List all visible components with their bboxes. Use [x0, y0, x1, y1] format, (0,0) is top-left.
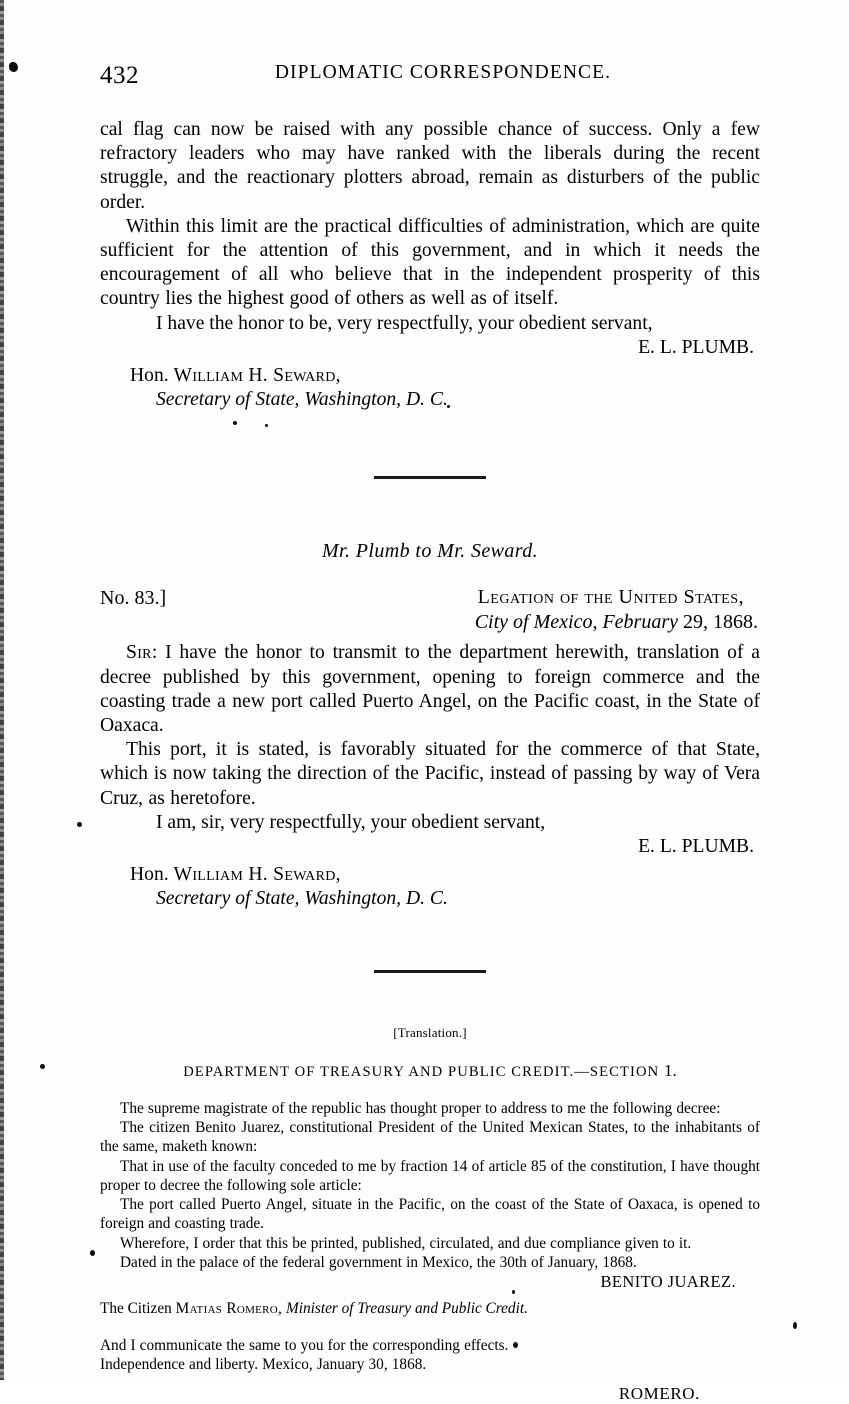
- addressee-honorific: Hon.: [130, 365, 174, 387]
- paragraph: That in use of the faculty conceded to me by fraction 14 of article 85 of the constitution, I have thought proper to decree the following sole article:: [100, 1157, 760, 1194]
- running-head: [100, 62, 760, 118]
- transmittal-note: [100, 1336, 760, 1375]
- horizontal-rule: [374, 970, 486, 973]
- legation-line: Legation of the United States,: [477, 586, 744, 609]
- addressee-office: Secretary of State, Washington, D. C.: [156, 888, 448, 910]
- paragraph: And I communicate the same to you for the corresponding effects.: [100, 1336, 509, 1354]
- paragraph: Within this limit are the practical difficulties of administration, which are quite sufficient for the attention of this government, and in which it needs the encouragement of all who believe that in the independent prosperity of this country lies the highest good of others as well as of itself.: [100, 215, 760, 310]
- ink-speck: [40, 1064, 45, 1069]
- city-date-plain: 29, 1868.: [678, 611, 758, 634]
- paragraph: Dated in the palace of the federal government in Mexico, the 30th of January, 1868.: [120, 1254, 637, 1272]
- citizen-name: Matias Romero,: [175, 1300, 283, 1318]
- letter-two-signature: E. L. PLUMB.: [638, 836, 754, 858]
- letter-two-addressee: [100, 863, 760, 911]
- department-heading-text: DEPARTMENT OF TREASURY AND PUBLIC CREDIT.—SECTION: [183, 1063, 660, 1080]
- citizen-title: Minister of Treasury and Public Credit.: [282, 1300, 528, 1318]
- letter-one-addressee: [100, 364, 760, 412]
- city-date-italic: City of Mexico, February: [474, 611, 678, 634]
- decree-body: [100, 1099, 760, 1273]
- letter-two-dateline-row: [100, 585, 760, 635]
- addressee-name: William H. Seward,: [173, 864, 341, 886]
- section-divider: [100, 466, 760, 484]
- paragraph: The citizen Benito Juarez, constitutional President of the United Mexican States, to the inhabitants of the same, maketh known:: [100, 1118, 760, 1156]
- section-divider: [100, 960, 760, 978]
- paragraph: The port called Puerto Angel, situate in the Pacific, on the coast of the State of Oaxaca, is opened to foreign and coasting trade.: [100, 1196, 760, 1233]
- city-date-line: [100, 610, 758, 635]
- running-head-title: DIPLOMATIC CORRESPONDENCE.: [274, 62, 612, 83]
- paragraph: Wherefore, I order that this be printed, published, circulated, and due compliance given to it.: [120, 1234, 692, 1252]
- horizontal-rule: [374, 476, 486, 479]
- translation-label: [Translation.]: [393, 1024, 467, 1040]
- ink-speck: [77, 822, 82, 827]
- department-heading: [100, 1061, 760, 1081]
- dateline: [100, 585, 760, 635]
- paragraph: This port, it is stated, is favorably situated for the commerce of that State, which is now taking the direction of the Pacific, instead of passing by way of Vera Cruz, as heretofore.: [100, 739, 760, 809]
- letter-two-closing: I am, sir, very respectfully, your obedient servant,: [156, 811, 546, 833]
- scan-edge-artifact: [0, 0, 4, 1380]
- romero-signature: ROMERO.: [618, 1384, 700, 1404]
- letter-two-title: Mr. Plumb to Mr. Seward.: [321, 540, 539, 563]
- ink-speck: [90, 1250, 95, 1256]
- addressee-honorific: Hon.: [130, 864, 174, 886]
- addressee-office: Secretary of State, Washington, D. C.: [156, 389, 448, 411]
- addressee-name: William H. Seward,: [173, 365, 341, 387]
- paragraph-text: : I have the honor to transmit to the department herewith, translation of a decree published by this government, opening to foreign commerce and the coasting trade a new port called Puerto Angel, on the Pacific coast, in the State of Oaxaca.: [100, 642, 760, 737]
- paragraph: Independence and liberty. Mexico, January 30, 1868.: [100, 1355, 427, 1373]
- letter-one-signature: E. L. PLUMB.: [638, 336, 754, 358]
- section-number: 1.: [664, 1060, 677, 1080]
- paragraph: [100, 641, 760, 738]
- citizen-prefix: The Citizen: [100, 1300, 176, 1318]
- ink-speck: [793, 1322, 797, 1329]
- paragraph: The supreme magistrate of the republic has thought proper to address to me the following decree:: [120, 1099, 721, 1117]
- ink-speck: [9, 62, 18, 72]
- letter-one-closing: I have the honor to be, very respectfully, your obedient servant,: [156, 312, 653, 334]
- countersign-line: [100, 1299, 760, 1318]
- page-number: 432: [100, 62, 139, 89]
- salutation: Sir: [126, 642, 152, 664]
- paragraph: cal flag can now be raised with any possible chance of success. Only a few refractory leaders who may have ranked with the liberals during the recent struggle, and the reactionary plotters abroad, remain as disturbers of the public order.: [100, 119, 760, 213]
- page-content-column: [100, 0, 760, 1404]
- letter-one-body: [100, 118, 760, 312]
- juarez-signature: BENITO JUAREZ.: [600, 1272, 736, 1292]
- document-number: No. 83.]: [100, 587, 167, 610]
- letter-two-body: [100, 641, 760, 810]
